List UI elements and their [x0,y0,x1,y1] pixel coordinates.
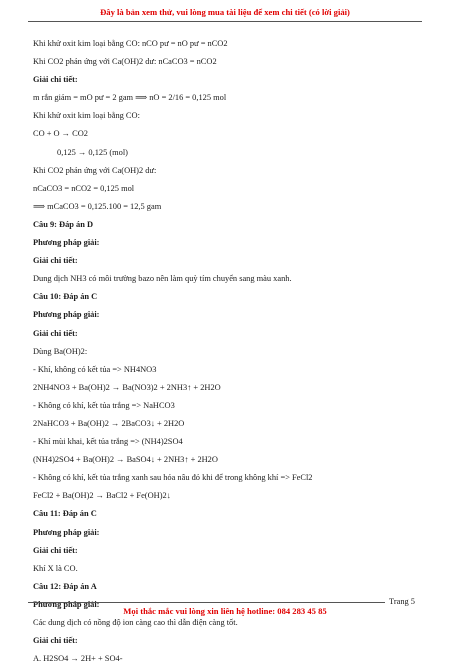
text-line: Các dung dịch có nồng độ ion càng cao thì dẫn điện càng tốt. [33,618,238,627]
equation-line: 2NH4NO3 + Ba(OH)2 → Ba(NO3)2 + 2NH3↑ + 2H2O [33,382,221,392]
section-heading: Phương pháp giải: [33,527,100,537]
equation-line: A. H2SO4 → 2H+ + SO4- [33,654,123,664]
text-line: ⟹ mCaCO3 = 0,125.100 = 12,5 gam [33,201,162,211]
equation-line: CO + O → CO2 [33,129,88,139]
text-line: m rắn giảm = mO pư = 2 gam ⟹ nO = 2/16 = 0,125 mol [33,93,227,103]
text-line: Khi khử oxit kim loại bằng CO: nCO pư = nO pư = nCO2 [33,39,228,48]
text-line: Khi khử oxit kim loại bằng CO: [33,111,140,121]
section-heading: Giải chi tiết: [33,328,78,338]
text-line: nCaCO3 = nCO2 = 0,125 mol [33,183,135,193]
question-heading: Câu 12: Đáp án A [33,581,97,591]
question-heading: Câu 11: Đáp án C [33,509,97,519]
text-line: - Không có khí, kết tủa trắng => NaHCO3 [33,400,175,410]
hotline-footer: Mọi thắc mắc vui lòng xin liên hệ hotline: 084 283 45 85 [123,606,327,616]
section-heading: Phương pháp giải: [33,238,100,248]
text-line: - Khí mùi khai, kết tủa trắng => (NH4)2SO4 [33,437,183,447]
equation-line: FeCl2 + Ba(OH)2 → BaCl2 + Fe(OH)2↓ [33,491,171,501]
equation-line: 2NaHCO3 + Ba(OH)2 → 2BaCO3↓ + 2H2O [33,418,185,428]
page-number: Trang 5 [389,597,415,606]
text-line: - Không có khí, kết tủa trắng xanh sau hóa nâu đỏ khi để trong không khí => FeCl2 [33,473,313,483]
text-line: Dùng Ba(OH)2: [33,346,88,356]
preview-notice-header: Đây là bản xem thử, vui lòng mua tài liệu để xem chi tiết (có lời giải) [100,7,350,17]
text-line: Khi CO2 phản ứng với Ca(OH)2 dư: [33,165,157,175]
equation-line: (NH4)2SO4 + Ba(OH)2 → BaSO4↓ + 2NH3↑ + 2H2O [33,455,218,465]
header-divider [28,21,422,22]
question-heading: Câu 10: Đáp án C [33,292,98,302]
text-line: Khí X là CO. [33,563,78,573]
section-heading: Phương pháp giải: [33,310,100,320]
text-line: - Khí, không có kết tủa => NH4NO3 [33,364,157,374]
section-heading: Giải chi tiết: [33,75,78,85]
text-line: Khi CO2 phản ứng với Ca(OH)2 dư: nCaCO3 = nCO2 [33,57,217,67]
section-heading: Giải chi tiết: [33,545,78,555]
text-line: Dung dịch NH3 có môi trường bazo nên làm quỳ tím chuyển sang màu xanh. [33,274,292,284]
section-heading: Phương pháp giải: [33,599,100,609]
footer-divider [28,602,385,603]
document-body [33,38,423,671]
section-heading: Giải chi tiết: [33,636,78,646]
equation-line: 0,125 → 0,125 (mol) [57,147,128,157]
question-heading: Câu 9: Đáp án D [33,219,94,229]
section-heading: Giải chi tiết: [33,256,78,266]
